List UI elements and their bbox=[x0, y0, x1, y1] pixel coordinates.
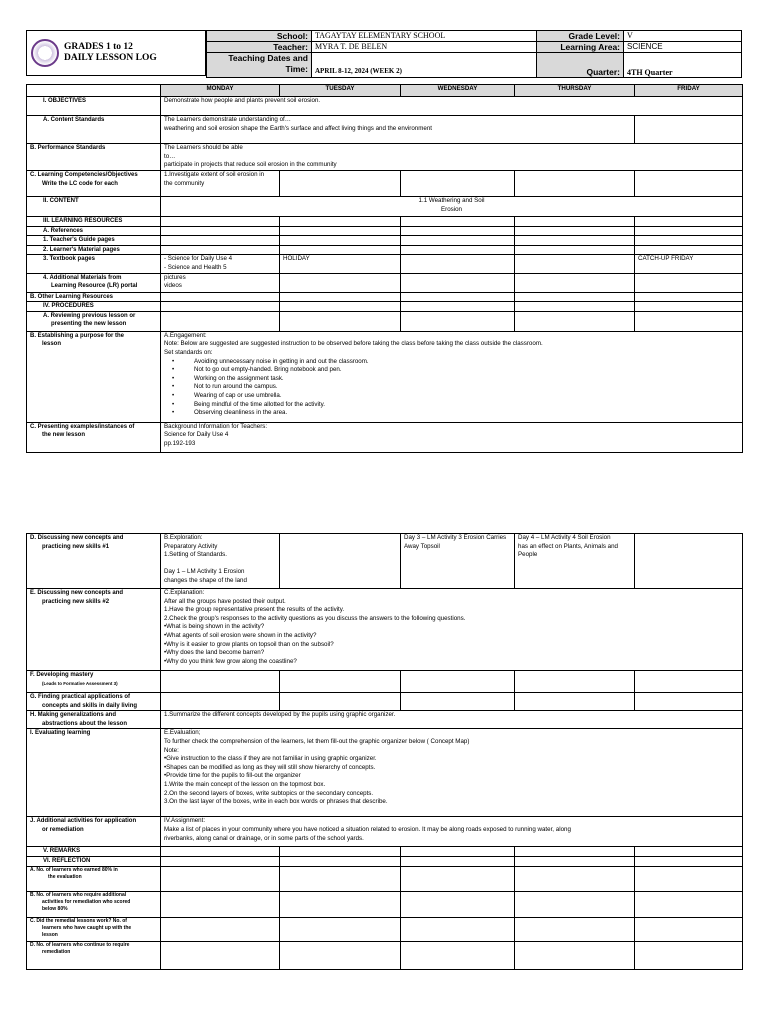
header bbox=[26, 30, 742, 76]
exploration-text: B.Exploration: Preparatory Activity 1.Setting of Standards. Day 1 – LM Activity 1 Erosion changes the shape of the land bbox=[161, 534, 280, 589]
header-logo-box bbox=[26, 30, 206, 76]
textbook-text: - Science for Daily Use 4 - Science and Health 5 bbox=[161, 255, 280, 273]
grade-value: V bbox=[624, 31, 742, 42]
generalizations-label: H. Making generalizations and abstractions about the lesson bbox=[27, 711, 161, 729]
content-standards-text: The Learners demonstrate understanding of… weathering and soil erosion shape the Earth's surface and affect living things and the environment bbox=[161, 116, 635, 144]
engagement-text: A.Engagement: Note: Below are suggested are suggested instruction to be observed before taking the class before taking the class outside the classroom. Set standards on: • Avoiding unnecessary noise in getting in and out the classroom. • Not to go out empty-handed. Bring notebook and pen. • Working on the assignment task. • Not to run around the campus. • Wearing of cap or use umbrella. • Being mindful of the time allotted for the activity. • Observing cleanliness in the area. bbox=[161, 331, 743, 422]
evaluation-text: E.Evaluation; To further check the comprehension of the learners, let them fill-out the graphic organizer below ( Concept Map) Note: •Give instruction to the class if they are not familiar in using graphic organizer. •Shapes can be modified as long as they will still show hierarchy of concepts. •Provide time for the pupils to fill-out the organizer 1.Write the main concept of the lesson on the topmost box. 2.On the second layers of boxes, write subtopics or the secondary concepts. 3.On the last layer of the boxes, write in each box words or phrases that describe. bbox=[161, 729, 743, 817]
applications-label: G. Finding practical applications of concepts and skills in daily living bbox=[27, 693, 161, 711]
additional-activities-label: J. Additional activities for application or remediation bbox=[27, 817, 161, 847]
objectives-label: I. OBJECTIVES bbox=[27, 97, 161, 116]
performance-standards-label: B. Performance Standards bbox=[27, 144, 161, 171]
tuesday-holiday: HOLIDAY bbox=[280, 255, 401, 273]
additional-materials-label: 4. Additional Materials from Learning Resource (LR) portal bbox=[27, 273, 161, 292]
grade-label: Grade Level: bbox=[537, 31, 624, 42]
log-title-line1: GRADES 1 to 12 bbox=[64, 42, 133, 52]
assignment-text: IV.Assignment: Make a list of places in your community where you have noticed a situation related to erosion. It may be along roads exposed to running water, along riverbanks, along canal or drainage, or in some parts of the school yards. bbox=[161, 817, 743, 847]
reflection-label: VI. REFLECTION bbox=[27, 856, 161, 866]
log-title-line2: DAILY LESSON LOG bbox=[64, 53, 157, 63]
discussing-2-label: E. Discussing new concepts and practicing new skills #2 bbox=[27, 589, 161, 671]
day3-activity: Day 3 – LM Activity 3 Erosion Carries Away Topsoil bbox=[401, 534, 515, 589]
content-label: II. CONTENT bbox=[27, 197, 161, 217]
school-label: School: bbox=[207, 31, 312, 42]
teachers-guide-label: 1. Teacher's Guide pages bbox=[27, 236, 161, 246]
competencies-label: C. Learning Competencies/Objectives Write the LC code for each bbox=[27, 171, 161, 197]
procedures-label: IV. PROCEDURES bbox=[27, 302, 161, 312]
friday-catchup: CATCH-UP FRIDAY bbox=[635, 255, 743, 273]
teacher-label: Teacher: bbox=[207, 42, 312, 53]
area-label: Learning Area: bbox=[537, 42, 624, 53]
purpose-label: B. Establishing a purpose for the lesson bbox=[27, 331, 161, 422]
log-title bbox=[64, 42, 157, 64]
school-value: TAGAYTAY ELEMENTARY SCHOOL bbox=[312, 31, 537, 42]
day4-activity: Day 4 – LM Activity 4 Soil Erosion has an effect on Plants, Animals and People bbox=[515, 534, 635, 589]
day-friday: FRIDAY bbox=[635, 85, 743, 97]
resources-label: III. LEARNING RESOURCES bbox=[27, 217, 161, 227]
lesson-table-page1 bbox=[26, 84, 743, 453]
reflection-c-label: C. Did the remedial lessons work? No. of learners who have caught up with the lesson bbox=[27, 917, 161, 941]
textbook-label: 3. Textbook pages bbox=[27, 255, 161, 273]
quarter-value: 4TH Quarter bbox=[624, 53, 742, 78]
mastery-label: F. Developing mastery (Leads to Formative Assessment 3) bbox=[27, 671, 161, 693]
day-thursday: THURSDAY bbox=[515, 85, 635, 97]
other-resources-label: B. Other Learning Resources bbox=[27, 292, 161, 302]
header-info-table bbox=[206, 30, 742, 78]
day-monday: MONDAY bbox=[161, 85, 280, 97]
performance-standards-text: The Learners should be able to… participate in projects that reduce soil erosion in the community bbox=[161, 144, 743, 171]
references-label: A. References bbox=[27, 226, 161, 236]
dates-value: APRIL 8-12, 2024 (WEEK 2) bbox=[312, 53, 537, 78]
quarter-label: Quarter: bbox=[537, 53, 624, 78]
lesson-table-page2 bbox=[26, 533, 743, 970]
presenting-text: Background Information for Teachers: Science for Daily Use 4 pp.192-193 bbox=[161, 422, 743, 452]
additional-materials-text: pictures videos bbox=[161, 273, 280, 292]
evaluating-label: I. Evaluating learning bbox=[27, 729, 161, 817]
learners-material-label: 2. Learner's Material pages bbox=[27, 245, 161, 255]
discussing-1-label: D. Discussing new concepts and practicing new skills #1 bbox=[27, 534, 161, 589]
reflection-d-label: D. No. of learners who continue to require remediation bbox=[27, 941, 161, 969]
area-value: SCIENCE bbox=[624, 42, 742, 53]
day-wednesday: WEDNESDAY bbox=[401, 85, 515, 97]
generalizations-text: 1.Summarize the different concepts developed by the pupils using graphic organizer. bbox=[161, 711, 743, 729]
reviewing-label: A. Reviewing previous lesson or presenting the new lesson bbox=[27, 311, 161, 331]
objectives-text: Demonstrate how people and plants prevent soil erosion. bbox=[161, 97, 743, 116]
remarks-label: V. REMARKS bbox=[27, 847, 161, 857]
reflection-a-label: A. No. of learners who earned 80% in the evaluation bbox=[27, 866, 161, 891]
reflection-b-label: B. No. of learners who require additional activities for remediation who scored below 80% bbox=[27, 891, 161, 917]
content-text: 1.1 Weathering and Soil Erosion bbox=[161, 197, 743, 217]
teacher-value: MYRA T. DE BELEN bbox=[312, 42, 537, 53]
day-tuesday: TUESDAY bbox=[280, 85, 401, 97]
dates-label: Teaching Dates and Time: bbox=[207, 53, 312, 78]
content-standards-label: A. Content Standards bbox=[27, 116, 161, 144]
competencies-text: 1.Investigate extent of soil erosion in the community bbox=[161, 171, 280, 197]
explanation-text: C.Explanation: After all the groups have posted their output. 1.Have the group representative present the results of the activity. 2.Check the group's responses to the activity questions as you discuss the answers to the following questions. •What is being shown in the activity? •What agents of soil erosion were shown in the activity? •Why is it easier to grow plants on topsoil than on the subsoil? •Why does the land become barren? •Why do you think few grow along the coastline? bbox=[161, 589, 743, 671]
deped-seal-icon bbox=[31, 39, 59, 67]
presenting-label: C. Presenting examples/instances of the new lesson bbox=[27, 422, 161, 452]
